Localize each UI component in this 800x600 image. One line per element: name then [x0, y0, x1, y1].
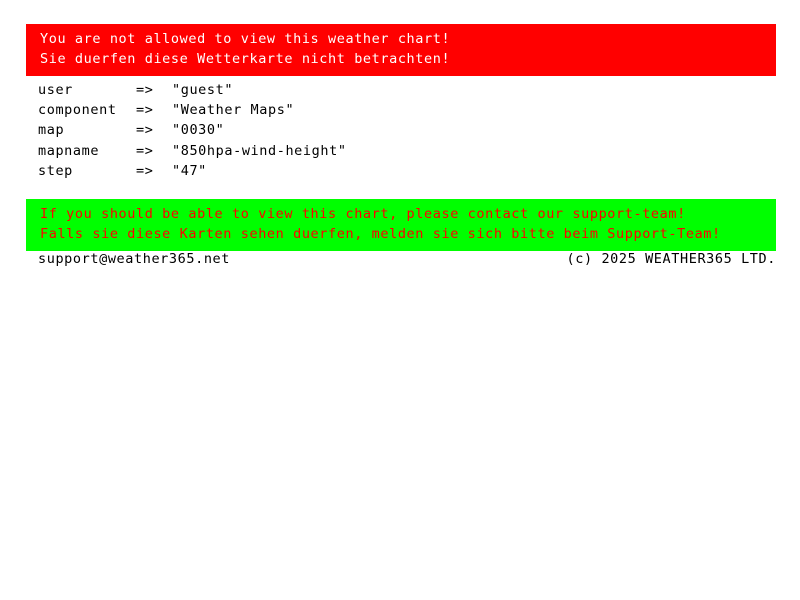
param-key: user — [38, 82, 73, 98]
page-footer — [38, 250, 776, 268]
param-value: "47" — [172, 162, 207, 179]
error-banner-line-de: Sie duerfen diese Wetterkarte nicht betrachten! — [40, 51, 451, 67]
table-row — [38, 141, 347, 161]
param-value: "guest" — [172, 82, 234, 98]
request-parameters-table — [38, 80, 347, 181]
param-value: "850hpa-wind-height" — [172, 142, 347, 159]
support-banner — [26, 199, 776, 251]
param-key: component — [38, 102, 117, 119]
param-arrow: => — [136, 82, 154, 98]
support-banner-line-de: Falls sie diese Karten sehen duerfen, melden sie sich bitte beim Support-Team! — [40, 226, 721, 242]
table-row — [38, 120, 347, 140]
param-arrow: => — [136, 142, 154, 159]
error-banner — [26, 24, 776, 76]
param-key: map — [38, 122, 65, 139]
param-arrow: => — [136, 102, 154, 119]
param-key: step — [38, 162, 73, 179]
error-banner-line-en: You are not allowed to view this weather chart! — [40, 31, 451, 47]
param-arrow: => — [136, 162, 154, 179]
support-banner-line-en: If you should be able to view this chart, please contact our support-team! — [40, 206, 686, 222]
copyright-notice: (c) 2025 WEATHER365 LTD. — [566, 251, 776, 267]
table-row — [38, 161, 347, 181]
table-row — [38, 80, 347, 100]
support-email-link[interactable]: support@weather365.net — [38, 251, 231, 267]
param-arrow: => — [136, 122, 154, 139]
param-key: mapname — [38, 142, 100, 159]
table-row — [38, 100, 347, 120]
param-value: "0030" — [172, 122, 225, 139]
param-value: "Weather Maps" — [172, 102, 295, 119]
